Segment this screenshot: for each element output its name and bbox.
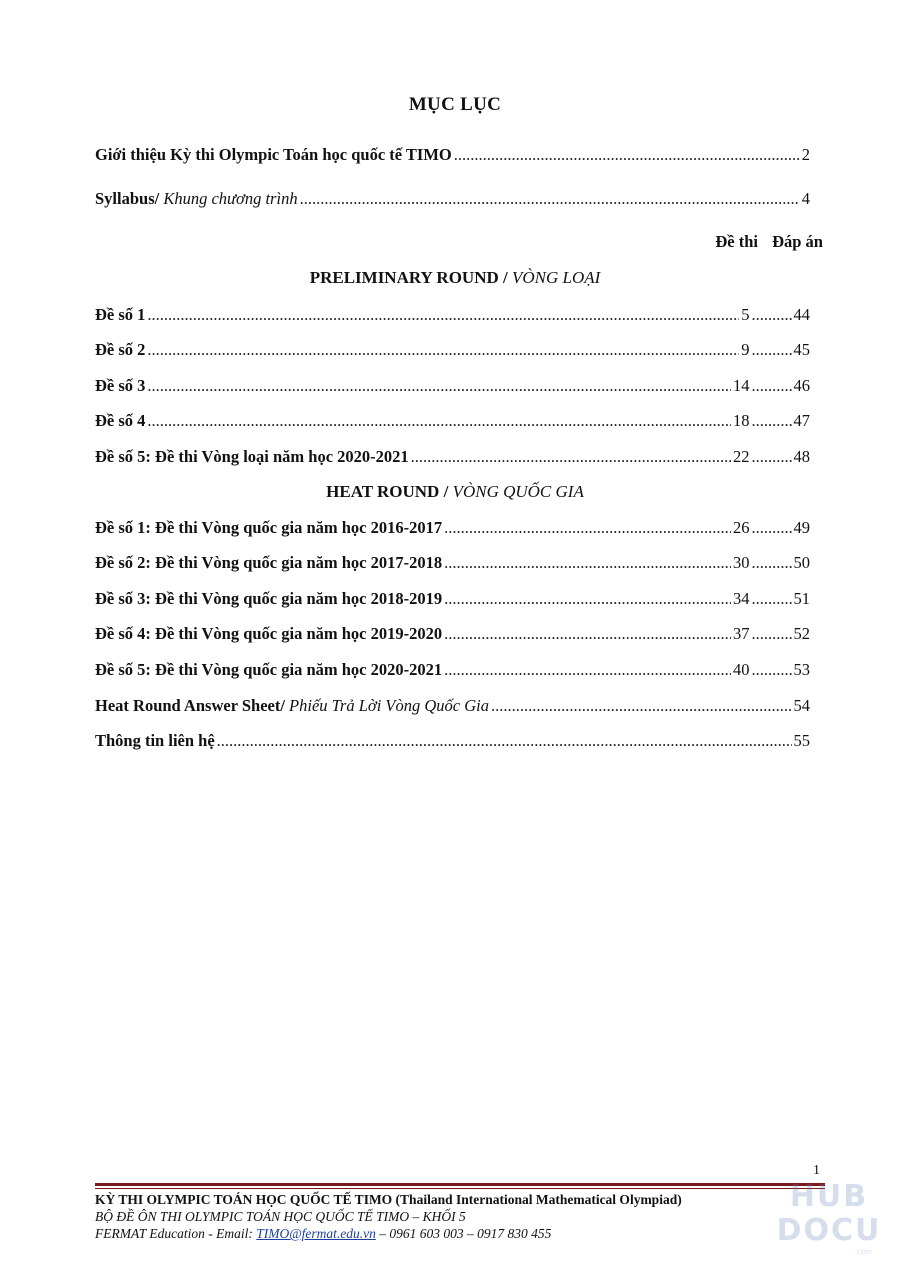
toc-answer-page: 49 [793,518,810,537]
section-title-preliminary: PRELIMINARY ROUND / VÒNG LOẠI [309,268,601,287]
toc-entry-introduction[interactable] [95,144,810,166]
toc-entry-label: Đề số 1 [95,305,146,324]
dot-leader [752,517,792,539]
watermark-text-top: HUB [789,1179,869,1214]
dot-leader [147,410,731,432]
dot-leader [147,375,731,397]
watermark-logo [776,1180,882,1258]
toc-answer-page: 53 [793,660,810,679]
toc-exam-page: 30 [733,553,750,572]
toc-entry-label: Đề số 5: Đề thi Vòng loại năm học 2020-2021 [95,447,409,466]
toc-answer-page: 48 [793,447,810,466]
toc-entry-label: Heat Round Answer Sheet/ Phiếu Trả Lời Vòng Quốc Gia [95,696,489,715]
footer-line-1: KỲ THI OLYMPIC TOÁN HỌC QUỐC TẾ TIMO (Thailand International Mathematical Olympiad) [95,1192,682,1207]
toc-answer-page: 50 [793,553,810,572]
toc-exam-page: 37 [733,624,750,643]
toc-exam-page: 9 [741,340,750,359]
page-title: MỤC LỤC [408,94,502,115]
column-header-exam: Đề thi [715,232,758,251]
toc-exam-page: 5 [741,305,750,324]
toc-entry-label-italic: Phiếu Trả Lời Vòng Quốc Gia [289,696,489,715]
toc-answer-page: 47 [793,411,810,430]
dot-leader [752,552,792,574]
toc-page-number: 4 [801,189,810,208]
dot-leader [752,659,792,681]
dot-leader [752,339,792,361]
toc-entry-label: Giới thiệu Kỳ thi Olympic Toán học quốc tế TIMO [95,145,452,164]
toc-exam-page: 14 [733,376,750,395]
toc-answer-page: 51 [793,589,810,608]
toc-entry-label-italic: Khung chương trình [163,189,298,208]
column-header-answer: Đáp án [772,232,823,251]
footer-contact-prefix: FERMAT Education - Email: [95,1226,257,1241]
dot-leader [752,446,792,468]
toc-exam-page: 34 [733,589,750,608]
footer-email-link[interactable]: TIMO@fermat.edu.vn [256,1226,376,1241]
toc-page-number: 2 [801,145,810,164]
toc-answer-page: 45 [793,340,810,359]
dot-leader [217,730,792,752]
toc-entry-heat-5[interactable] [95,659,810,681]
toc-entry-preliminary-2[interactable] [95,339,810,361]
toc-page-number: 55 [793,731,810,750]
dot-leader [444,552,731,574]
toc-entry-preliminary-4[interactable] [95,410,810,432]
watermark-text-small: .com [854,1248,872,1256]
toc-entry-label: Đề số 1: Đề thi Vòng quốc gia năm học 2016-2017 [95,518,443,537]
toc-entry-answer-sheet[interactable] [95,695,810,717]
toc-entry-label: Đề số 3 [95,376,146,395]
toc-entry-preliminary-1[interactable] [95,304,810,326]
dot-leader [752,623,792,645]
toc-exam-page: 26 [733,518,750,537]
dot-leader [411,446,731,468]
footer-divider-thick [95,1183,825,1186]
toc-entry-label: Đề số 3: Đề thi Vòng quốc gia năm học 2018-2019 [95,589,443,608]
dot-leader [454,144,800,166]
toc-answer-page: 44 [793,305,810,324]
page-number: 1 [813,1163,820,1178]
footer-line-3 [95,1225,551,1242]
dot-leader [752,375,792,397]
toc-answer-page: 46 [793,376,810,395]
toc-answer-page: 52 [793,624,810,643]
dot-leader [444,588,731,610]
toc-page-number: 54 [793,696,810,715]
toc-entry-label: Đề số 2 [95,340,146,359]
dot-leader [491,695,792,717]
watermark-text-bottom: DOCU [776,1213,882,1248]
column-headers [705,232,823,252]
footer-phone-numbers: – 0961 603 003 – 0917 830 455 [375,1226,552,1241]
dot-leader [147,304,739,326]
toc-entry-syllabus[interactable] [95,188,810,210]
toc-entry-contact[interactable] [95,730,810,752]
dot-leader [444,623,731,645]
toc-exam-page: 40 [733,660,750,679]
toc-entry-label: Đề số 4: Đề thi Vòng quốc gia năm học 2019-2020 [95,624,443,643]
toc-exam-page: 22 [733,447,750,466]
dot-leader [752,410,792,432]
toc-entry-preliminary-5[interactable] [95,446,810,468]
toc-entry-heat-1[interactable] [95,517,810,539]
dot-leader [300,188,800,210]
toc-entry-label: Thông tin liên hệ [95,731,215,750]
dot-leader [444,659,731,681]
dot-leader [752,588,792,610]
toc-entry-heat-4[interactable] [95,623,810,645]
toc-entry-label: Đề số 2: Đề thi Vòng quốc gia năm học 2017-2018 [95,553,443,572]
toc-entry-label: Đề số 4 [95,411,146,430]
toc-entry-heat-3[interactable] [95,588,810,610]
section-title-heat: HEAT ROUND / VÒNG QUỐC GIA [326,482,584,501]
dot-leader [147,339,739,361]
toc-entry-preliminary-3[interactable] [95,375,810,397]
toc-entry-label: Đề số 5: Đề thi Vòng quốc gia năm học 2020-2021 [95,660,443,679]
toc-entry-heat-2[interactable] [95,552,810,574]
dot-leader [444,517,731,539]
toc-exam-page: 18 [733,411,750,430]
footer-divider-thin [95,1188,825,1189]
dot-leader [752,304,792,326]
toc-entry-label: Syllabus/ Khung chương trình [95,189,298,208]
footer-line-2: BỘ ĐỀ ÔN THI OLYMPIC TOÁN HỌC QUỐC TẾ TIMO – KHỐI 5 [95,1209,466,1224]
